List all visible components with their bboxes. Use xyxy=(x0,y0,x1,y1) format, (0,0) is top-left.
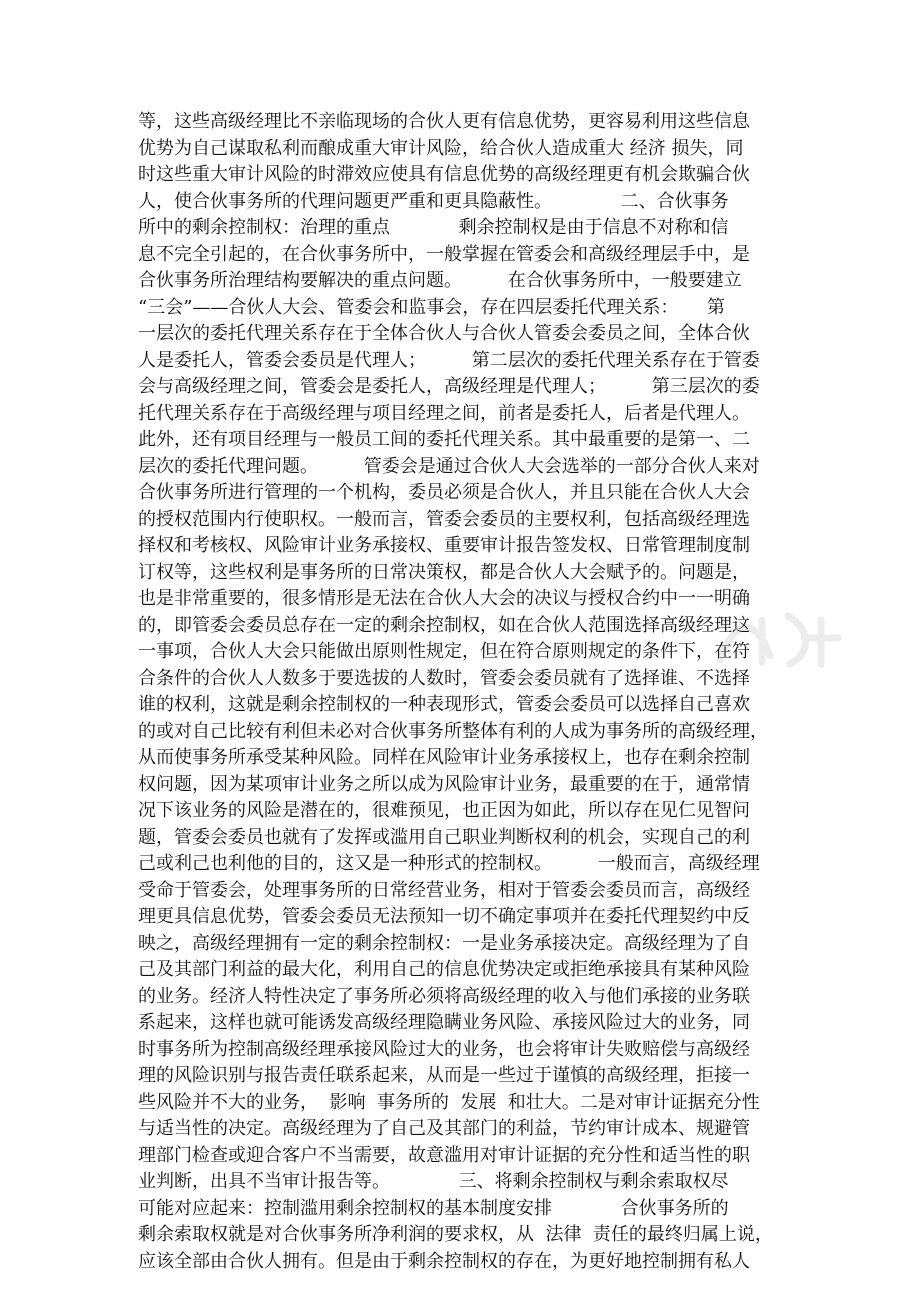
text-line: 理部门检查或迎合客户不当需要，故意滥用对审计证据的充分性和适当性的职 xyxy=(138,1144,750,1166)
text-line: 的业务。经济人特性决定了事务所必须将高级经理的收入与他们承接的业务联 xyxy=(138,985,750,1007)
text-line: 应该全部由合伙人拥有。但是由于剩余控制权的存在，为更好地控制拥有私人 xyxy=(138,1250,750,1272)
text-line: 受命于管委会，处理事务所的日常经营业务，相对于管委会委员而言，高级经 xyxy=(138,879,750,901)
text-line: 层次的委托代理问题。 管委会是通过合伙人大会选举的一部分合伙人来对 xyxy=(138,455,760,477)
text-line: 优势为自己谋取私利而酿成重大审计风险，给合伙人造成重大 经济 损失，同 xyxy=(138,137,744,159)
text-line: 会与高级经理之间，管委会是委托人，高级经理是代理人； 第三层次的委 xyxy=(138,376,760,397)
text-line: 此外，还有项目经理与一般员工间的委托代理关系。其中最重要的是第一、二 xyxy=(138,429,750,450)
text-line: 系起来，这样也就可能诱发高级经理隐瞒业务风险、承接风险过大的业务，同 xyxy=(138,1012,750,1033)
text-line: 业判断，出具不当审计报告等。 三、将剩余控制权与剩余索取权尽 xyxy=(138,1171,729,1192)
text-line: 的或对自己比较有利但未必对合伙事务所整体有利的人成为事务所的高级经理， xyxy=(138,720,768,742)
text-line: 从而使事务所承受某种风险。同样在风险审计业务承接权上，也存在剩余控制 xyxy=(138,747,750,768)
text-line: 人，使合伙事务所的代理问题更严重和更具隐蔽性。 二、合伙事务 xyxy=(138,190,729,212)
text-line: 理更具信息优势，管委会委员无法预知一切不确定事项并在委托代理契约中反 xyxy=(138,906,750,927)
text-line: 时事务所为控制高级经理承接风险过大的业务，也会将审计失败赔偿与高级经 xyxy=(138,1038,750,1060)
text-line: 谁的权利，这就是剩余控制权的一种表现形式，管委会委员可以选择自己喜欢 xyxy=(138,694,750,715)
text-line: 些风险并不大的业务， 影响 事务所的 发展 和壮大。二是对审计证据充分性 xyxy=(138,1091,760,1113)
body-text xyxy=(138,109,798,1275)
text-line: 人是委托人，管委会委员是代理人； 第二层次的委托代理关系存在于管委 xyxy=(138,349,760,371)
text-line: 映之，高级经理拥有一定的剩余控制权：一是业务承接决定。高级经理为了自 xyxy=(138,932,750,954)
text-line: 理的风险识别与报告责任联系起来，从而是一些过于谨慎的高级经理，拒接一 xyxy=(138,1065,750,1086)
text-line: 等，这些高级经理比不亲临现场的合伙人更有信息优势，更容易利用这些信息 xyxy=(138,111,750,132)
text-line: 合伙事务所治理结构要解决的重点问题。 在合伙事务所中，一般要建立 xyxy=(138,270,742,291)
text-line: 己及其部门利益的最大化，利用自己的信息优势决定或拒绝承接具有某种风险 xyxy=(138,959,750,980)
text-line: 题，管委会委员也就有了发挥或滥用自己职业判断权利的机会，实现自己的利 xyxy=(138,826,750,848)
text-line: 可能对应起来：控制滥用剩余控制权的基本制度安排 合伙事务所的 xyxy=(138,1197,729,1219)
text-line: 托代理关系存在于高级经理与项目经理之间，前者是委托人，后者是代理人。 xyxy=(138,402,750,424)
text-line: 权问题，因为某项审计业务之所以成为风险审计业务，最重要的在于，通常情 xyxy=(138,773,750,795)
text-line: 与适当性的决定。高级经理为了自己及其部门的利益，节约审计成本、规避管 xyxy=(138,1118,750,1139)
text-line: 息不完全引起的，在合伙事务所中，一般掌握在管委会和高级经理层手中，是 xyxy=(138,243,750,265)
text-line: 剩余索取权就是对合伙事务所净利润的要求权，从 法律 责任的最终归属上说， xyxy=(138,1224,773,1245)
text-line: 一层次的委托代理关系存在于全体合伙人与合伙人管委会委员之间，全体合伙 xyxy=(138,323,750,344)
text-line: 己或利己也利他的目的，这又是一种形式的控制权。 一般而言，高级经理 xyxy=(138,853,760,874)
text-line: 一事项，合伙人大会只能做出原则性规定，但在符合原则规定的条件下，在符 xyxy=(138,641,750,662)
text-line: 订权等，这些权利是事务所的日常决策权，都是合伙人大会赋予的。问题是， xyxy=(138,561,750,583)
text-line: 合伙事务所进行管理的一个机构，委员必须是合伙人，并且只能在合伙人大会 xyxy=(138,482,750,503)
text-line: 时这些重大审计风险的时滞效应使具有信息优势的高级经理更有机会欺骗合伙 xyxy=(138,164,750,185)
text-line: 择权和考核权、风险审计业务承接权、重要审计报告签发权、日常管理制度制 xyxy=(138,535,750,556)
text-line: 的授权范围内行使职权。一般而言，管委会委员的主要权利，包括高级经理选 xyxy=(138,508,750,530)
text-line: 况下该业务的风险是潜在的，很难预见，也正因为如此，所以存在见仁见智问 xyxy=(138,800,750,821)
text-line: 所中的剩余控制权：治理的重点 剩余控制权是由于信息不对称和信 xyxy=(138,217,729,238)
text-line: 的，即管委会委员总存在一定的剩余控制权，如在合伙人范围选择高级经理这 xyxy=(138,614,750,636)
text-line: 合条件的合伙人人数多于要选拔的人数时，管委会委员就有了选择谁、不选择 xyxy=(138,667,750,689)
text-line: 也是非常重要的，很多情形是无法在合伙人大会的决议与授权合约中一一明确 xyxy=(138,588,750,609)
watermark-logo xyxy=(700,598,850,678)
text-line: “三会”——合伙人大会、管委会和监事会，存在四层委托代理关系： 第 xyxy=(138,296,726,318)
